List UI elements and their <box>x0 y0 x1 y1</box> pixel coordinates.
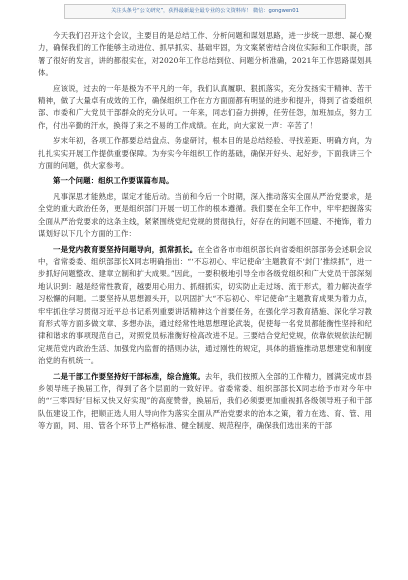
document-body <box>38 30 372 433</box>
paragraph-section-1: 凡事深思才能熟虑，谋定才能后动。当前和今后一个时期，深入推动落实全面从严治党要求，是全党的重大政治任务，更是组织部门开展一切工作的根本遵循。我们要在全年工作中，牢牢把握落实全面从严治党要求的这条主线，紧紧围绕党纪党规的贯彻执行，好存在的问题不回避、不掩饰，着力谋划好以下几个方面的工作： <box>38 191 372 239</box>
paragraph-intro: 岁末年初，各项工作都要总结盘点、务虚研讨，根本目的是总结经验、寻找差距、明确方向，为扎扎实实开展工作提供重要保障。为夯实今年组织工作的基础，确保开好头、起好步，下面我讲三个方面的问题，供大家参考。 <box>38 136 372 171</box>
point-2-body: 去年，我们按照入全部的工作精力，圆满完成市县乡领导班子换届工作，得到了各个层面的一致好评。省委常委、组织部部长X同志给予市对今年中的“‘三零四好’目标又快又好实现”的高度赞誉，换届后，我们必须要更加重视抓各级领导班子和干部队伍建设工作，把顺正选人用人导向作为落实全面从严治党要求的治本之策，着力在选、育、管、用等方面，同、用、管各个环节上严格标准、健全制度、规范程序，确保我们选出来的干部 <box>38 371 372 431</box>
section-heading-1: 第一个问题：组织工作要谋篇布局。 <box>53 176 174 186</box>
point-1-body: 在全省各市市组织部长向省委组织部部务会述职会议中，省常委委、组织部部长X同志明确指出：“‘不忘初心、牢记使命’主题教育不‘封门’推续抓”，进一步抓好问题整改、建章立制和扩大成果。”因此，一要积极地引导全市各级党组织和广大党员干部深刻地认识到：越是经常性教育，越要用心用力、抓细抓实，切实防止走过场、流于形式，着力解决查学习松懈的问题。二要坚持从思想源头开，以巩固扩大“不忘初心、牢记使命”主题教育成果为着力点，牢牢抓住学习贯彻习近平总书记系列重要讲话精神这个首要任务，在强化学习教育措施、深化学习教育形式等方面多做文章、多想办法，通过经常性地思想理论武装，促使每一名党员都能衡性坚持和纪律和谐求的事项现范自己，对照党员标准衡好检高改进不足。三要结合党纪党规，依靠依规依法纪制定规范党内政治生活、加强党内监督的措则办法，通过刚性的规定，具体的措施推动思想建党和制度治党的有机统一。 <box>38 244 373 366</box>
paragraph-opening: 今天我们召开这个会议，主要目的是总结工作、分析问题和谋划思路，进一步统一思想、凝心聚力，确保我们的工作能够主动进位、抓早抓实、基础牢固，为文案紧密结合岗位实际和工作职责，部署了很好的发言，讲的都很实在，对2020年工作总结到位、问题分析准确，2021年工作思路谋划具体。 <box>38 31 372 78</box>
paragraph-point-2 <box>38 371 372 433</box>
paragraph-point-1 <box>38 244 372 368</box>
point-2-lead: 二是干部工作要坚持好干部标准，综合施策。 <box>53 371 205 381</box>
source-banner[interactable]: 关注头条号“公文研究”，获得最新最全最专业的公文资料库！ 微信：gongwen01 <box>64 4 346 19</box>
paragraph-review: 应该说，过去的一年是极为不平凡的一年，我们认真履职、狠抓落实，充分发扬实干精神、苦干精神，做了大量卓有成效的工作，确保组织工作在方方面面都有明显的进步和提升，得到了省委组织部、市委和广大党员干部群众的充分认可。一年来，同志们奋力拼搏，任劳任怨，加班加点，努力工作，付出辛勤的汗水，换得了来之不易的工作成绩。在此，向大家说一声：辛苦了！ <box>38 83 372 130</box>
point-1-lead: 一是党内教育要坚持问题导向，抓常抓长。 <box>53 244 198 254</box>
